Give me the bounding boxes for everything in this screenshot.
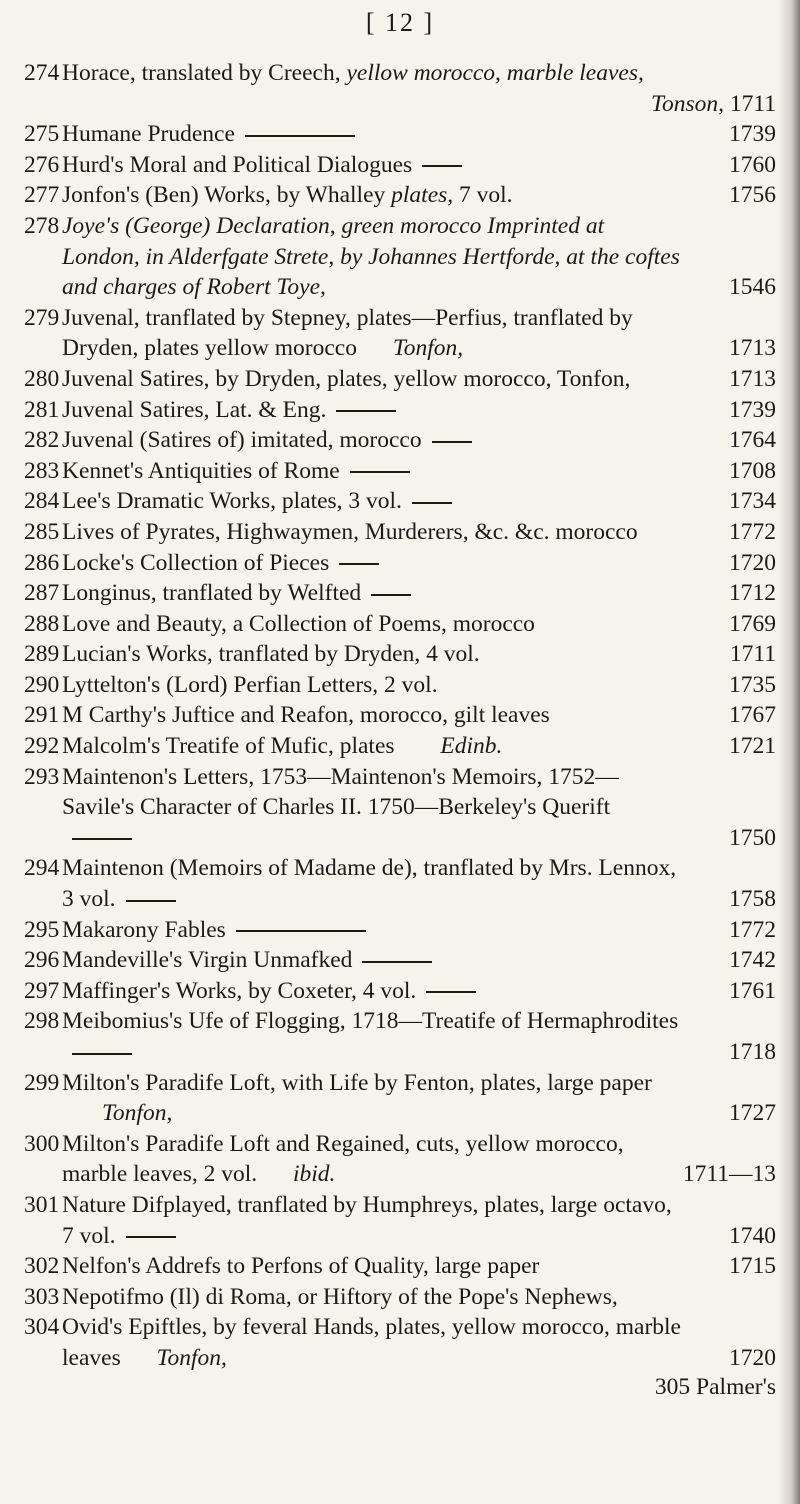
catalogue-entry (24, 578, 776, 609)
entry-number: 304 (24, 1314, 60, 1341)
entry-year: 1758 (729, 886, 776, 913)
entry-number: 283 (24, 457, 60, 484)
entry-number: 303 (24, 1283, 60, 1310)
entry-number: 275 (24, 121, 60, 148)
entry-year: 1711 (729, 90, 776, 117)
entry-volumes: 7 vol. (453, 182, 513, 209)
leader-rule (236, 930, 366, 932)
entry-title: Lucian's Works, tranflated by Dryden, 4 vol. (62, 641, 480, 668)
entry-title: Maffinger's Works, by Coxeter, 4 vol. (62, 977, 417, 1004)
entry-year: 1750 (729, 824, 776, 851)
entry-publisher: ibid. (293, 1161, 336, 1188)
entry-title: Makarony Fables (62, 916, 226, 943)
entry-number: 291 (24, 702, 60, 729)
leader-rule (371, 594, 411, 596)
entry-year: 1739 (729, 121, 776, 148)
entry-year: 1711—13 (682, 1161, 776, 1188)
entry-title: Lives of Pyrates, Highwaymen, Murderers, &c. &c. morocco (62, 518, 638, 545)
catalogue-entry (24, 180, 776, 211)
entry-title: Juvenal Satires, Lat. & Eng. (62, 396, 327, 423)
entry-title: Milton's Paradife Loft, with Life by Fenton, plates, large paper (62, 1069, 652, 1096)
entry-publisher: Tonson, (651, 90, 724, 117)
entry-year: 1735 (729, 671, 776, 698)
catalogue-entries (24, 58, 776, 1408)
catalogue-entry (24, 1190, 776, 1251)
entry-number: 282 (24, 427, 60, 454)
leader-rule (350, 471, 410, 473)
catalogue-entry (24, 700, 776, 731)
entry-title: Nature Difplayed, tranflated by Humphreys, plates, large octavo, 7 vol. (62, 1191, 672, 1249)
catalogue-entry (24, 731, 776, 762)
catalogue-entry (24, 639, 776, 670)
entry-year: 1727 (729, 1100, 776, 1127)
catalogue-entry (24, 915, 776, 946)
page-number: [ 12 ] (365, 8, 435, 37)
entry-year: 1760 (729, 151, 776, 178)
leader-rule (412, 502, 452, 504)
entry-year: 1711 (729, 641, 776, 668)
entry-title: Mandeville's Virgin Unmafked (62, 947, 353, 974)
catalogue-entry (24, 976, 776, 1007)
entry-number: 279 (24, 304, 60, 331)
entry-number: 276 (24, 151, 60, 178)
entry-title: Juvenal, tranflated by Stepney, plates—Perfius, tranflated by Dryden, plates yellow morocco (62, 304, 633, 362)
entry-number: 300 (24, 1130, 60, 1157)
catalogue-entry (24, 425, 776, 456)
entry-year: 1718 (729, 1039, 776, 1065)
catalogue-entry (24, 58, 776, 119)
entry-number: 277 (24, 182, 60, 209)
entry-title: Joye's (George) Declaration, green morocco Imprinted at London, in Alderfgate Strete, by Johannes Hertforde, at the coftes and charges of Robert Toye, (62, 212, 680, 301)
entry-year: 1546 (729, 274, 776, 301)
catalogue-entry (24, 945, 776, 976)
entry-year: 1708 (729, 457, 776, 484)
entry-title: Juvenal (Satires of) imitated, morocco (62, 427, 422, 454)
catalogue-entry (24, 119, 776, 150)
leader-rule (422, 165, 462, 167)
entry-number: 284 (24, 488, 60, 515)
entry-year: 1720 (729, 549, 776, 576)
catalogue-entry (24, 364, 776, 395)
entry-title: Ovid's Epiftles, by feveral Hands, plates, yellow morocco, marble leaves (62, 1314, 681, 1371)
page-edge-shadow (778, 0, 800, 1504)
entry-title: Lee's Dramatic Works, plates, 3 vol. (62, 488, 402, 515)
catalogue-entry (24, 853, 776, 914)
entry-title: Meibomius's Ufe of Flogging, 1718—Treatife of Hermaphrodites (62, 1008, 679, 1035)
entry-number: 302 (24, 1253, 60, 1280)
leader-rule (245, 135, 355, 137)
leader-rule (72, 838, 132, 840)
catalogue-entry (24, 609, 776, 640)
entry-number: 280 (24, 365, 60, 392)
entry-year: 1721 (729, 733, 776, 760)
entry-number: 297 (24, 977, 60, 1004)
entry-title: Lyttelton's (Lord) Perfian Letters, 2 vol. (62, 671, 438, 698)
catalogue-entry (24, 486, 776, 517)
entry-number: 287 (24, 580, 60, 607)
entry-title: Hurd's Moral and Political Dialogues (62, 151, 413, 178)
entry-year: 1740 (729, 1222, 776, 1249)
entry-title: Nepotifmo (Il) di Roma, or Hiftory of the Pope's Nephews, (62, 1283, 618, 1310)
leader-rule (126, 900, 176, 902)
catalogue-entry (24, 1312, 776, 1373)
entry-number: 292 (24, 733, 60, 760)
entry-title: Longinus, tranflated by Welfted (62, 580, 362, 607)
leader-rule (126, 1236, 176, 1238)
entry-number: 289 (24, 641, 60, 668)
catalogue-entry (24, 303, 776, 364)
entry-year: 1767 (729, 702, 776, 729)
entry-number: 301 (24, 1191, 60, 1218)
catalogue-entry (24, 517, 776, 548)
entry-title: Locke's Collection of Pieces (62, 549, 330, 576)
entry-place: Edinb. (440, 733, 503, 760)
entry-year: 1756 (729, 182, 776, 209)
leader-rule (336, 410, 396, 412)
entry-number: 293 (24, 763, 60, 790)
entry-year: 1772 (729, 518, 776, 545)
entry-title: M Carthy's Juftice and Reafon, morocco, gilt leaves (62, 702, 550, 729)
entry-publisher: Tonfon, (156, 1344, 227, 1371)
catalogue-entry (24, 150, 776, 181)
entry-number: 290 (24, 671, 60, 698)
entry-format: plates, (391, 182, 454, 209)
entry-publisher: Tonfon, (102, 1100, 173, 1127)
catalogue-entry (24, 1129, 776, 1190)
leader-rule (362, 961, 432, 963)
entry-title: Humane Prudence (62, 121, 235, 148)
entry-binding: yellow morocco, marble leaves, (346, 60, 644, 86)
entry-title: Nelfon's Addrefs to Perfons of Quality, large paper (62, 1253, 540, 1280)
entry-number: 295 (24, 916, 60, 943)
catalogue-entry (24, 670, 776, 701)
catalogue-entry (24, 1006, 776, 1067)
entry-number: 288 (24, 610, 60, 637)
entry-number: 281 (24, 396, 60, 423)
entry-year: 1769 (729, 610, 776, 637)
entry-title: Malcolm's Treatife of Mufic, plates (62, 733, 395, 760)
entry-number: 285 (24, 518, 60, 545)
entry-number: 274 (24, 60, 60, 86)
leader-rule (72, 1053, 132, 1055)
leader-rule (426, 991, 476, 993)
entry-number: 294 (24, 855, 60, 882)
catchword-row (24, 1374, 776, 1408)
entry-title: Love and Beauty, a Collection of Poems, morocco (62, 610, 535, 637)
catalogue-entry (24, 456, 776, 487)
catalogue-entry (24, 1282, 776, 1313)
entry-year: 1712 (729, 580, 776, 607)
entry-year: 1713 (729, 365, 776, 392)
entry-number: 286 (24, 549, 60, 576)
entry-year: 1713 (729, 335, 776, 362)
entry-title: Milton's Paradife Loft and Regained, cuts, yellow morocco, marble leaves, 2 vol. (62, 1130, 624, 1188)
entry-title: Maintenon (Memoirs of Madame de), tranflated by Mrs. Lennox, 3 vol. (62, 855, 677, 913)
entry-number: 299 (24, 1069, 60, 1096)
catalogue-entry (24, 1251, 776, 1282)
leader-rule (432, 441, 472, 443)
catalogue-entry (24, 1068, 776, 1129)
entry-number: 296 (24, 947, 60, 974)
catalogue-entry (24, 211, 776, 303)
entry-year: 1742 (729, 947, 776, 974)
entry-year: 1772 (729, 916, 776, 943)
entry-number: 278 (24, 212, 60, 239)
entry-title: Horace, translated by Creech, (62, 60, 347, 86)
entry-year: 1720 (729, 1344, 776, 1371)
entry-year: 1734 (729, 488, 776, 515)
catalogue-entry (24, 548, 776, 579)
entry-year: 1739 (729, 396, 776, 423)
entry-year: 1761 (729, 977, 776, 1004)
entry-year: 1764 (729, 427, 776, 454)
entry-title: Maintenon's Letters, 1753—Maintenon's Memoirs, 1752—Savile's Character of Charles II. 1750—Berkeley's Querift (62, 763, 619, 821)
entry-title: Jonfon's (Ben) Works, by Whalley (62, 182, 392, 209)
entry-title: Juvenal Satires, by Dryden, plates, yellow morocco, Tonfon, (62, 365, 631, 392)
entry-year: 1715 (729, 1253, 776, 1280)
catalogue-entry (24, 762, 776, 854)
leader-rule (339, 563, 379, 565)
entry-title: Kennet's Antiquities of Rome (62, 457, 340, 484)
catchword: 305 Palmer's (654, 1373, 776, 1400)
entry-publisher: Tonfon, (392, 335, 464, 362)
entry-number: 298 (24, 1008, 60, 1035)
catalogue-entry (24, 395, 776, 426)
